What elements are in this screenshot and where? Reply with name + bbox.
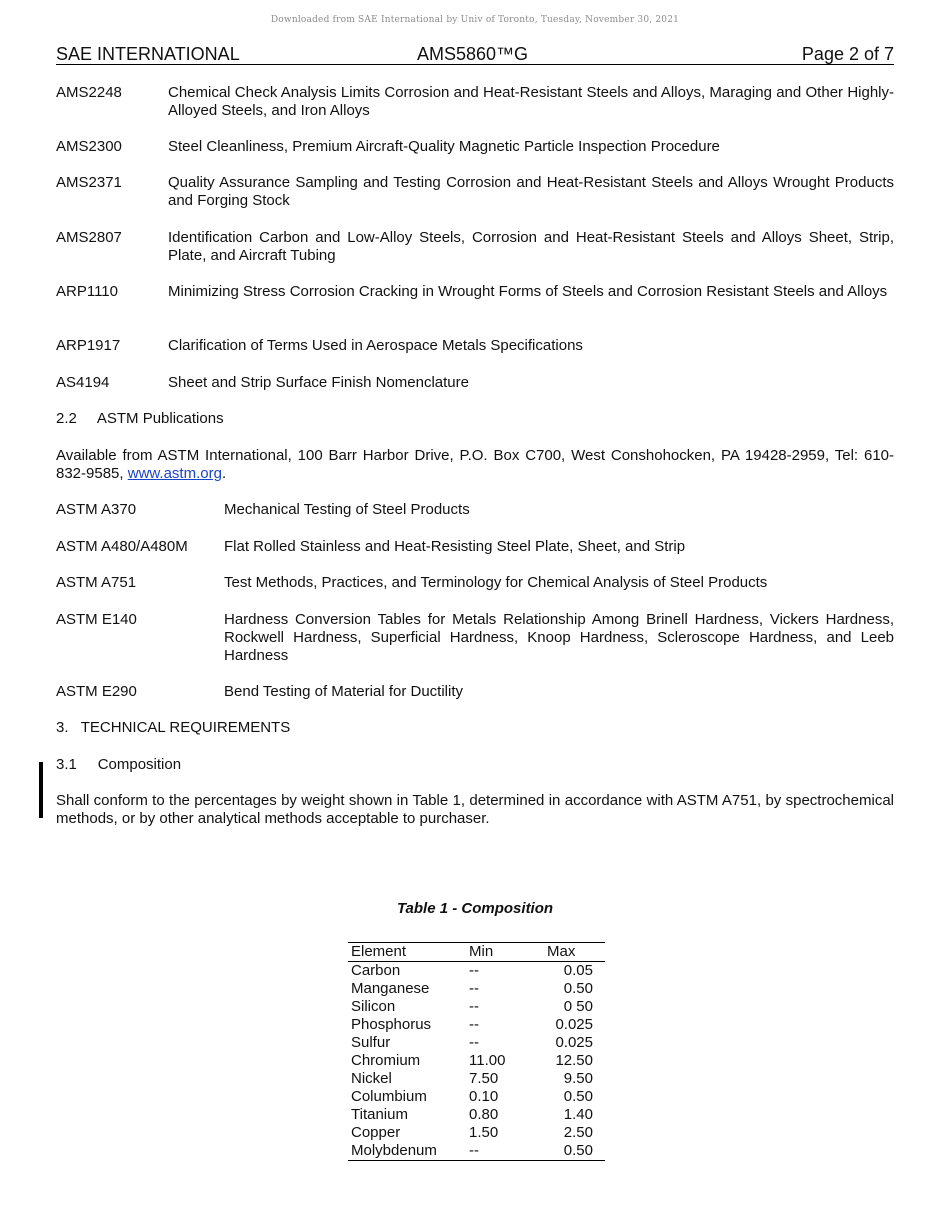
reference-title: Hardness Conversion Tables for Metals Relationship Among Brinell Hardness, Vickers Hardness, Rockwell Hardness, Superficial Hardness, Knoop Hardness, Scleroscope Hardness, and Leeb Hardness: [224, 611, 894, 664]
composition-paragraph: Shall conform to the percentages by weight shown in Table 1, determined in accordance with ASTM A751, by spectrochemical methods, or by other analytical methods acceptable to purchaser.: [56, 792, 894, 827]
table-row: [348, 1142, 605, 1161]
reference-code: AMS2300: [56, 138, 122, 155]
min-cell: 0.80: [469, 1106, 499, 1123]
revision-change-bar: [39, 762, 43, 818]
min-cell: 7.50: [469, 1070, 499, 1087]
reference-code: AMS2371: [56, 174, 122, 191]
reference-title: Test Methods, Practices, and Terminology for Chemical Analysis of Steel Products: [224, 574, 768, 591]
table-caption: Table 1 - Composition: [396, 900, 554, 917]
section-heading-3-1: 3.1 Composition: [56, 756, 182, 773]
table-row: [348, 1088, 605, 1106]
column-header-element: Element: [348, 943, 469, 962]
header-organization: SAE INTERNATIONAL: [56, 44, 240, 64]
availability-trailing: .: [221, 465, 227, 482]
reference-code: ASTM E140: [56, 611, 137, 628]
reference-title: Minimizing Stress Corrosion Cracking in Wrought Forms of Steels and Corrosion Resistant Steels and Alloys: [168, 283, 888, 300]
reference-title: Chemical Check Analysis Limits Corrosion and Heat-Resistant Steels and Alloys, Maraging and Other Highly-Alloyed Steels, and Iron Alloys: [168, 84, 894, 119]
element-cell: Sulfur: [351, 1034, 391, 1051]
min-cell: 11.00: [469, 1052, 506, 1069]
reference-code: ASTM A370: [56, 501, 137, 518]
min-cell: --: [469, 1016, 479, 1033]
min-cell: 1.50: [469, 1124, 499, 1141]
element-cell: Manganese: [351, 980, 430, 997]
reference-title: Sheet and Strip Surface Finish Nomenclature: [168, 374, 469, 391]
composition-table: [348, 942, 605, 1161]
download-watermark: Downloaded from SAE International by Univ of Toronto, Tuesday, November 30, 2021: [270, 15, 680, 25]
min-cell: --: [469, 1034, 479, 1051]
max-cell: 0.50: [563, 980, 593, 997]
reference-title: Bend Testing of Material for Ductility: [224, 683, 463, 700]
table-row: [348, 1124, 605, 1142]
column-header-max: Max: [547, 943, 605, 962]
table-row: [348, 1106, 605, 1124]
table-row: [348, 998, 605, 1016]
reference-code: ASTM E290: [56, 683, 137, 700]
table-row: [348, 1034, 605, 1052]
reference-code: ARP1110: [56, 283, 118, 300]
element-cell: Titanium: [351, 1106, 408, 1123]
max-cell: 1.40: [563, 1106, 593, 1123]
header-page-number: Page 2 of 7: [801, 44, 894, 64]
element-cell: Silicon: [351, 998, 396, 1015]
section-heading-2-2: 2.2 ASTM Publications: [56, 410, 224, 427]
element-cell: Carbon: [351, 962, 401, 979]
element-cell: Nickel: [351, 1070, 392, 1087]
column-header-min: Min: [469, 943, 547, 962]
astm-availability-paragraph: [56, 447, 894, 483]
availability-text: Available from ASTM International, 100 Barr Harbor Drive, P.O. Box C700, West Conshohocken, PA 19428-2959, Tel: 610-832-9585,: [56, 447, 894, 482]
reference-title: Quality Assurance Sampling and Testing Corrosion and Heat-Resistant Steels and Alloys Wrought Products and Forging Stock: [168, 174, 894, 209]
astm-website-link[interactable]: www.astm.org: [127, 465, 222, 482]
max-cell: 0.05: [563, 962, 593, 979]
min-cell: --: [469, 998, 479, 1015]
max-cell: 0.50: [563, 1088, 593, 1105]
reference-code: ASTM A751: [56, 574, 137, 591]
max-cell: 0.50: [547, 1142, 605, 1161]
table-row: [348, 1016, 605, 1034]
reference-code: ASTM A480/A480M: [56, 538, 188, 555]
min-cell: 0.10: [469, 1088, 499, 1105]
page-header: [56, 44, 894, 65]
reference-title: Flat Rolled Stainless and Heat-Resisting Steel Plate, Sheet, and Strip: [224, 538, 686, 555]
reference-code: AS4194: [56, 374, 110, 391]
reference-title: Identification Carbon and Low-Alloy Steels, Corrosion and Heat-Resistant Steels and Alloys Sheet, Strip, Plate, and Aircraft Tubing: [168, 229, 894, 264]
table-header-row: [348, 943, 605, 962]
reference-code: AMS2248: [56, 84, 122, 101]
element-cell: Columbium: [351, 1088, 427, 1105]
min-cell: --: [469, 1142, 547, 1161]
max-cell: 0.025: [555, 1016, 593, 1033]
min-cell: --: [469, 962, 479, 979]
max-cell: 0 50: [563, 998, 593, 1015]
table-row: [348, 1052, 605, 1070]
reference-title: Steel Cleanliness, Premium Aircraft-Quality Magnetic Particle Inspection Procedure: [168, 138, 720, 155]
element-cell: Phosphorus: [351, 1016, 432, 1033]
table-row: [348, 1070, 605, 1088]
reference-title: Mechanical Testing of Steel Products: [224, 501, 470, 518]
section-heading-3: 3. TECHNICAL REQUIREMENTS: [56, 719, 291, 736]
table-row: [348, 962, 605, 981]
max-cell: 9.50: [563, 1070, 593, 1087]
element-cell: Molybdenum: [348, 1142, 469, 1161]
table-row: [348, 980, 605, 998]
min-cell: --: [469, 980, 479, 997]
reference-code: AMS2807: [56, 229, 122, 246]
max-cell: 12.50: [555, 1052, 593, 1069]
element-cell: Chromium: [351, 1052, 421, 1069]
reference-title: Clarification of Terms Used in Aerospace Metals Specifications: [168, 337, 583, 354]
max-cell: 0.025: [555, 1034, 593, 1051]
header-document-number: AMS5860™G: [417, 44, 529, 64]
reference-code: ARP1917: [56, 337, 121, 354]
max-cell: 2.50: [563, 1124, 593, 1141]
element-cell: Copper: [351, 1124, 401, 1141]
